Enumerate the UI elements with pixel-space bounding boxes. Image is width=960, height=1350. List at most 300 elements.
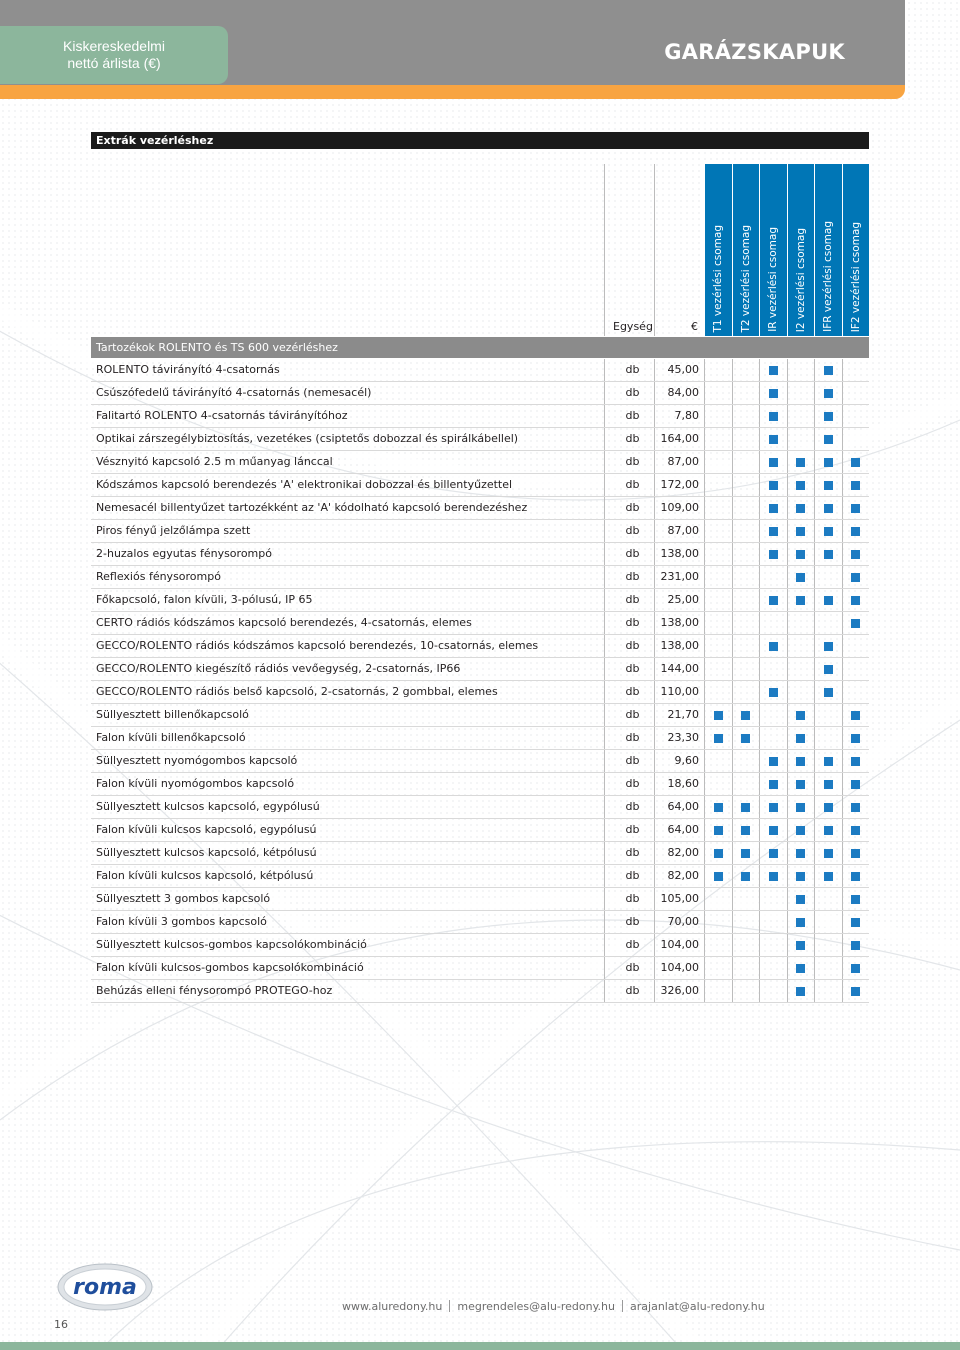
- package-cell: [732, 819, 760, 841]
- package-cell: [732, 520, 760, 542]
- package-cell: [759, 612, 787, 634]
- product-name: Falitartó ROLENTO 4-csatornás távirányítóhoz: [96, 409, 348, 422]
- table-row: [91, 405, 869, 428]
- package-cell: [814, 957, 842, 979]
- included-marker-icon: [769, 550, 778, 559]
- package-cell: [842, 497, 870, 519]
- included-marker-icon: [824, 803, 833, 812]
- unit-cell: db: [604, 842, 654, 864]
- included-marker-icon: [796, 895, 805, 904]
- price-cell: 45,00: [654, 359, 704, 381]
- included-marker-icon: [796, 803, 805, 812]
- package-cell: [842, 796, 870, 818]
- product-name: Süllyesztett 3 gombos kapcsoló: [96, 892, 271, 905]
- package-cell: [842, 842, 870, 864]
- product-name: Behúzás elleni fénysorompó PROTEGO-hoz: [96, 984, 333, 997]
- package-cell: [787, 658, 815, 680]
- included-marker-icon: [714, 826, 723, 835]
- package-cell: [842, 934, 870, 956]
- unit-cell: db: [604, 589, 654, 611]
- included-marker-icon: [769, 412, 778, 421]
- package-cell: [704, 658, 732, 680]
- price-cell: 105,00: [654, 888, 704, 910]
- package-cell: [787, 428, 815, 450]
- unit-cell: db: [604, 819, 654, 841]
- table-row: [91, 474, 869, 497]
- package-cell: [842, 428, 870, 450]
- package-cell: [732, 980, 760, 1002]
- included-marker-icon: [769, 642, 778, 651]
- column-header-package: [732, 164, 760, 336]
- package-cell: [732, 497, 760, 519]
- package-cell: [704, 635, 732, 657]
- included-marker-icon: [824, 688, 833, 697]
- package-cell: [842, 543, 870, 565]
- included-marker-icon: [851, 941, 860, 950]
- included-marker-icon: [769, 504, 778, 513]
- package-cell: [814, 704, 842, 726]
- included-marker-icon: [796, 527, 805, 536]
- column-header-package-label: I2 vezérlési csomag: [794, 227, 807, 332]
- included-marker-icon: [769, 366, 778, 375]
- column-header-package-label: IF2 vezérlési csomag: [849, 221, 862, 332]
- package-cell: [732, 727, 760, 749]
- package-cell: [704, 520, 732, 542]
- package-cell: [732, 451, 760, 473]
- table-row: [91, 842, 869, 865]
- package-cell: [814, 428, 842, 450]
- package-cell: [759, 911, 787, 933]
- package-cell: [704, 543, 732, 565]
- included-marker-icon: [714, 872, 723, 881]
- table-row: [91, 612, 869, 635]
- footer-divider: [622, 1300, 623, 1312]
- table-row: [91, 704, 869, 727]
- package-cell: [814, 773, 842, 795]
- table-row: [91, 980, 869, 1003]
- price-cell: 110,00: [654, 681, 704, 703]
- package-cell: [787, 589, 815, 611]
- package-cell: [704, 612, 732, 634]
- package-cell: [787, 796, 815, 818]
- included-marker-icon: [796, 826, 805, 835]
- package-cell: [814, 589, 842, 611]
- unit-cell: db: [604, 382, 654, 404]
- product-name: Reflexiós fénysorompó: [96, 570, 221, 583]
- included-marker-icon: [851, 619, 860, 628]
- package-cell: [814, 543, 842, 565]
- package-cell: [704, 359, 732, 381]
- package-cell: [842, 957, 870, 979]
- price-cell: 64,00: [654, 796, 704, 818]
- package-cell: [814, 980, 842, 1002]
- included-marker-icon: [769, 849, 778, 858]
- order-email-link[interactable]: megrendeles@alu-redony.hu: [457, 1300, 616, 1313]
- package-cell: [814, 497, 842, 519]
- package-cell: [759, 957, 787, 979]
- column-header-package-label: IR vezérlési csomag: [767, 227, 780, 332]
- package-cell: [704, 474, 732, 496]
- package-cell: [814, 612, 842, 634]
- table-row: [91, 773, 869, 796]
- package-cell: [732, 796, 760, 818]
- included-marker-icon: [851, 895, 860, 904]
- package-cell: [842, 405, 870, 427]
- included-marker-icon: [851, 458, 860, 467]
- included-marker-icon: [851, 504, 860, 513]
- included-marker-icon: [796, 849, 805, 858]
- included-marker-icon: [796, 711, 805, 720]
- package-cell: [787, 727, 815, 749]
- unit-cell: db: [604, 543, 654, 565]
- package-cell: [787, 681, 815, 703]
- package-cell: [759, 704, 787, 726]
- package-cell: [842, 980, 870, 1002]
- package-cell: [732, 773, 760, 795]
- package-cell: [759, 382, 787, 404]
- package-cell: [787, 957, 815, 979]
- package-cell: [842, 451, 870, 473]
- product-name: Falon kívüli nyomógombos kapcsoló: [96, 777, 295, 790]
- included-marker-icon: [851, 550, 860, 559]
- price-cell: 82,00: [654, 842, 704, 864]
- included-marker-icon: [769, 527, 778, 536]
- package-cell: [759, 497, 787, 519]
- included-marker-icon: [769, 757, 778, 766]
- package-cell: [732, 543, 760, 565]
- package-cell: [704, 566, 732, 588]
- included-marker-icon: [796, 780, 805, 789]
- price-cell: 64,00: [654, 819, 704, 841]
- package-cell: [814, 566, 842, 588]
- price-cell: 23,30: [654, 727, 704, 749]
- product-name: Süllyesztett kulcsos kapcsoló, kétpólusú: [96, 846, 317, 859]
- price-cell: 21,70: [654, 704, 704, 726]
- product-name: Piros fényű jelzőlámpa szett: [96, 524, 251, 537]
- product-name: CERTO rádiós kódszámos kapcsoló berendezés, 4-csatornás, elemes: [96, 616, 472, 629]
- included-marker-icon: [824, 366, 833, 375]
- package-cell: [732, 750, 760, 772]
- included-marker-icon: [851, 849, 860, 858]
- included-marker-icon: [851, 918, 860, 927]
- package-cell: [814, 819, 842, 841]
- roma-logo: [56, 1262, 154, 1312]
- package-cell: [759, 750, 787, 772]
- unit-cell: db: [604, 474, 654, 496]
- header-accent-stripe: [0, 85, 905, 99]
- product-name: Süllyesztett kulcsos kapcsoló, egypólusú: [96, 800, 320, 813]
- table-row: [91, 865, 869, 888]
- column-header-package: [704, 164, 732, 336]
- table-row: [91, 681, 869, 704]
- included-marker-icon: [851, 780, 860, 789]
- included-marker-icon: [796, 872, 805, 881]
- package-cell: [704, 589, 732, 611]
- unit-cell: db: [604, 704, 654, 726]
- included-marker-icon: [769, 435, 778, 444]
- package-cell: [814, 681, 842, 703]
- included-marker-icon: [824, 780, 833, 789]
- package-cell: [759, 589, 787, 611]
- package-cell: [732, 612, 760, 634]
- included-marker-icon: [824, 412, 833, 421]
- price-list-label-line2: nettó árlista (€): [67, 55, 161, 71]
- unit-cell: db: [604, 773, 654, 795]
- package-cell: [732, 934, 760, 956]
- included-marker-icon: [824, 550, 833, 559]
- package-cell: [787, 497, 815, 519]
- product-name: Csúszófedelű távirányító 4-csatornás (nemesacél): [96, 386, 372, 399]
- product-name: Falon kívüli 3 gombos kapcsoló: [96, 915, 267, 928]
- included-marker-icon: [824, 435, 833, 444]
- package-cell: [814, 359, 842, 381]
- included-marker-icon: [851, 964, 860, 973]
- package-cell: [759, 681, 787, 703]
- included-marker-icon: [824, 642, 833, 651]
- unit-cell: db: [604, 428, 654, 450]
- package-cell: [759, 819, 787, 841]
- table-row: [91, 543, 869, 566]
- column-header-package-label: T2 vezérlési csomag: [739, 224, 752, 332]
- table-row: [91, 796, 869, 819]
- price-cell: 82,00: [654, 865, 704, 887]
- price-cell: 87,00: [654, 451, 704, 473]
- column-header-price-label: €: [691, 320, 698, 333]
- section-title: Extrák vezérléshez: [91, 132, 869, 149]
- package-cell: [759, 635, 787, 657]
- product-name: Süllyesztett billenőkapcsoló: [96, 708, 249, 721]
- product-name: Falon kívüli kulcsos-gombos kapcsolókombináció: [96, 961, 364, 974]
- group-title: Tartozékok ROLENTO és TS 600 vezérléshez: [91, 337, 869, 358]
- included-marker-icon: [851, 826, 860, 835]
- price-cell: 25,00: [654, 589, 704, 611]
- page-number: 16: [54, 1318, 68, 1331]
- package-cell: [732, 842, 760, 864]
- package-cell: [759, 566, 787, 588]
- included-marker-icon: [796, 504, 805, 513]
- included-marker-icon: [741, 872, 750, 881]
- included-marker-icon: [824, 872, 833, 881]
- included-marker-icon: [769, 803, 778, 812]
- product-name: Optikai zárszegélybiztosítás, vezetékes (csiptetős dobozzal és spirálkábellel): [96, 432, 519, 445]
- package-cell: [704, 681, 732, 703]
- product-name: Vésznyitó kapcsoló 2.5 m műanyag lánccal: [96, 455, 333, 468]
- price-cell: 172,00: [654, 474, 704, 496]
- website-link[interactable]: www.aluredony.hu: [342, 1300, 443, 1313]
- included-marker-icon: [796, 918, 805, 927]
- price-cell: 109,00: [654, 497, 704, 519]
- package-cell: [814, 934, 842, 956]
- price-list-label-line1: Kiskereskedelmi: [63, 38, 165, 54]
- included-marker-icon: [714, 803, 723, 812]
- package-cell: [787, 543, 815, 565]
- unit-cell: db: [604, 566, 654, 588]
- included-marker-icon: [769, 596, 778, 605]
- price-cell: 18,60: [654, 773, 704, 795]
- unit-cell: db: [604, 911, 654, 933]
- column-header-unit-label: Egység: [613, 320, 653, 333]
- included-marker-icon: [796, 596, 805, 605]
- price-cell: 164,00: [654, 428, 704, 450]
- price-cell: 104,00: [654, 934, 704, 956]
- package-cell: [787, 819, 815, 841]
- package-cell: [814, 911, 842, 933]
- price-list-badge: [0, 26, 228, 84]
- package-cell: [814, 842, 842, 864]
- included-marker-icon: [824, 849, 833, 858]
- package-cell: [759, 451, 787, 473]
- package-cell: [842, 911, 870, 933]
- package-cell: [842, 773, 870, 795]
- package-cell: [814, 635, 842, 657]
- included-marker-icon: [824, 596, 833, 605]
- package-cell: [732, 474, 760, 496]
- package-cell: [732, 865, 760, 887]
- table-row: [91, 888, 869, 911]
- table-row: [91, 658, 869, 681]
- table-row: [91, 428, 869, 451]
- table-row: [91, 819, 869, 842]
- package-cell: [759, 888, 787, 910]
- included-marker-icon: [741, 803, 750, 812]
- price-cell: 138,00: [654, 543, 704, 565]
- unit-cell: db: [604, 635, 654, 657]
- package-cell: [759, 865, 787, 887]
- unit-cell: db: [604, 681, 654, 703]
- unit-cell: db: [604, 497, 654, 519]
- included-marker-icon: [851, 711, 860, 720]
- included-marker-icon: [769, 458, 778, 467]
- package-cell: [842, 704, 870, 726]
- package-cell: [787, 704, 815, 726]
- included-marker-icon: [769, 826, 778, 835]
- product-name: GECCO/ROLENTO kiegészítő rádiós vevőegység, 2-csatornás, IP66: [96, 662, 461, 675]
- quote-email-link[interactable]: arajanlat@alu-redony.hu: [630, 1300, 765, 1313]
- package-cell: [704, 405, 732, 427]
- product-name: GECCO/ROLENTO rádiós belső kapcsoló, 2-csatornás, 2 gombbal, elemes: [96, 685, 498, 698]
- package-cell: [759, 727, 787, 749]
- package-cell: [732, 911, 760, 933]
- package-cell: [732, 589, 760, 611]
- price-cell: 9,60: [654, 750, 704, 772]
- column-header-package-label: T1 vezérlési csomag: [712, 224, 725, 332]
- included-marker-icon: [824, 458, 833, 467]
- included-marker-icon: [796, 481, 805, 490]
- column-header-unit: [604, 164, 654, 336]
- unit-cell: db: [604, 520, 654, 542]
- product-name: GECCO/ROLENTO rádiós kódszámos kapcsoló berendezés, 10-csatornás, elemes: [96, 639, 539, 652]
- package-cell: [814, 658, 842, 680]
- product-name: Nemesacél billentyűzet tartozékként az 'A' kódolható kapcsoló berendezéshez: [96, 501, 528, 514]
- unit-cell: db: [604, 796, 654, 818]
- package-cell: [842, 520, 870, 542]
- included-marker-icon: [769, 389, 778, 398]
- package-cell: [814, 405, 842, 427]
- package-cell: [787, 566, 815, 588]
- package-cell: [842, 888, 870, 910]
- package-cell: [842, 474, 870, 496]
- included-marker-icon: [796, 941, 805, 950]
- unit-cell: db: [604, 658, 654, 680]
- price-cell: 231,00: [654, 566, 704, 588]
- page-title: GARÁZSKAPUK: [664, 40, 845, 64]
- package-cell: [787, 750, 815, 772]
- package-cell: [842, 727, 870, 749]
- package-cell: [814, 727, 842, 749]
- column-header-price: [654, 164, 704, 336]
- included-marker-icon: [851, 803, 860, 812]
- package-cell: [759, 980, 787, 1002]
- table-row: [91, 957, 869, 980]
- included-marker-icon: [824, 665, 833, 674]
- package-cell: [759, 428, 787, 450]
- package-cell: [814, 796, 842, 818]
- included-marker-icon: [796, 550, 805, 559]
- table-row: [91, 635, 869, 658]
- package-cell: [842, 865, 870, 887]
- package-cell: [787, 842, 815, 864]
- included-marker-icon: [714, 734, 723, 743]
- package-cell: [787, 865, 815, 887]
- package-cell: [704, 773, 732, 795]
- table-row: [91, 359, 869, 382]
- unit-cell: db: [604, 934, 654, 956]
- included-marker-icon: [796, 964, 805, 973]
- product-name: Kódszámos kapcsoló berendezés 'A' elektronikai dobozzal és billentyűzettel: [96, 478, 513, 491]
- table-row: [91, 451, 869, 474]
- package-cell: [704, 888, 732, 910]
- product-name: Falon kívüli kulcsos kapcsoló, egypólusú: [96, 823, 317, 836]
- logo-text: roma: [73, 1275, 137, 1300]
- package-cell: [759, 796, 787, 818]
- package-cell: [759, 474, 787, 496]
- package-cell: [787, 405, 815, 427]
- product-name: 2-huzalos egyutas fénysorompó: [96, 547, 272, 560]
- column-header-package: [759, 164, 787, 336]
- package-cell: [732, 382, 760, 404]
- unit-cell: db: [604, 980, 654, 1002]
- package-cell: [704, 750, 732, 772]
- package-cell: [704, 842, 732, 864]
- product-name: ROLENTO távirányító 4-csatornás: [96, 363, 280, 376]
- included-marker-icon: [824, 826, 833, 835]
- package-cell: [842, 658, 870, 680]
- package-cell: [732, 428, 760, 450]
- package-cell: [759, 359, 787, 381]
- included-marker-icon: [851, 872, 860, 881]
- table-row: [91, 934, 869, 957]
- included-marker-icon: [769, 872, 778, 881]
- column-header-package-label: IFR vezérlési csomag: [822, 221, 835, 332]
- included-marker-icon: [851, 596, 860, 605]
- package-cell: [787, 911, 815, 933]
- product-name: Főkapcsoló, falon kívüli, 3-pólusú, IP 65: [96, 593, 313, 606]
- package-cell: [842, 635, 870, 657]
- price-cell: 138,00: [654, 635, 704, 657]
- package-cell: [787, 635, 815, 657]
- included-marker-icon: [796, 458, 805, 467]
- included-marker-icon: [851, 573, 860, 582]
- package-cell: [787, 773, 815, 795]
- package-cell: [759, 543, 787, 565]
- package-cell: [842, 382, 870, 404]
- unit-cell: db: [604, 405, 654, 427]
- unit-cell: db: [604, 750, 654, 772]
- package-cell: [842, 359, 870, 381]
- package-cell: [787, 934, 815, 956]
- price-cell: 104,00: [654, 957, 704, 979]
- included-marker-icon: [796, 573, 805, 582]
